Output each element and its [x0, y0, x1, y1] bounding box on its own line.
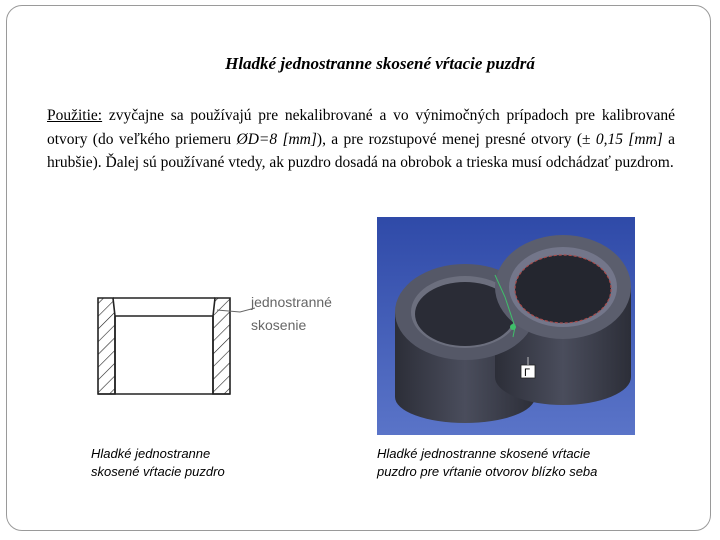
- bushing-section-drawing: [85, 278, 375, 426]
- right-wall-section: [213, 298, 230, 394]
- body-part-2: ), a pre rozstupové menej presné otvory (±: [316, 130, 596, 148]
- caption-right-line-1: Hladké jednostranne skosené vŕtacie: [377, 446, 591, 461]
- caption-left-line-1: Hladké jednostranne: [91, 446, 211, 461]
- body-part-3: a hrubšie). Ďalej sú používané vtedy, ak puzdro dosadá na obrobok a trieska musí odchádzať puzdrom.: [47, 130, 675, 171]
- slide-title: Hladké jednostranne skosené vŕtacie puzdrá: [225, 54, 535, 73]
- diameter-value: ØD=8 [mm]: [236, 130, 317, 148]
- caption-left: [91, 445, 291, 481]
- callout-line-2: skosenie: [251, 317, 307, 333]
- body-part-1: zvyčajne sa používajú pre nekalibrované a vo výnimočných prípadoch pre kalibrované otvory (do veľkého priemeru: [47, 107, 675, 148]
- bushing-3d-render: [377, 217, 635, 435]
- body-paragraph: [47, 104, 675, 175]
- caption-left-line-2: skosené vŕtacie puzdro: [91, 464, 225, 479]
- marker-label: Γ: [524, 367, 531, 379]
- left-wall-section: [98, 298, 115, 394]
- tolerance-value: 0,15 [mm]: [595, 130, 663, 148]
- usage-label: Použitie:: [47, 107, 103, 124]
- callout-line-1: jednostranné: [251, 294, 332, 310]
- caption-right-line-2: puzdro pre vŕtanie otvorov blízko seba: [377, 464, 598, 479]
- caption-right: [377, 445, 677, 481]
